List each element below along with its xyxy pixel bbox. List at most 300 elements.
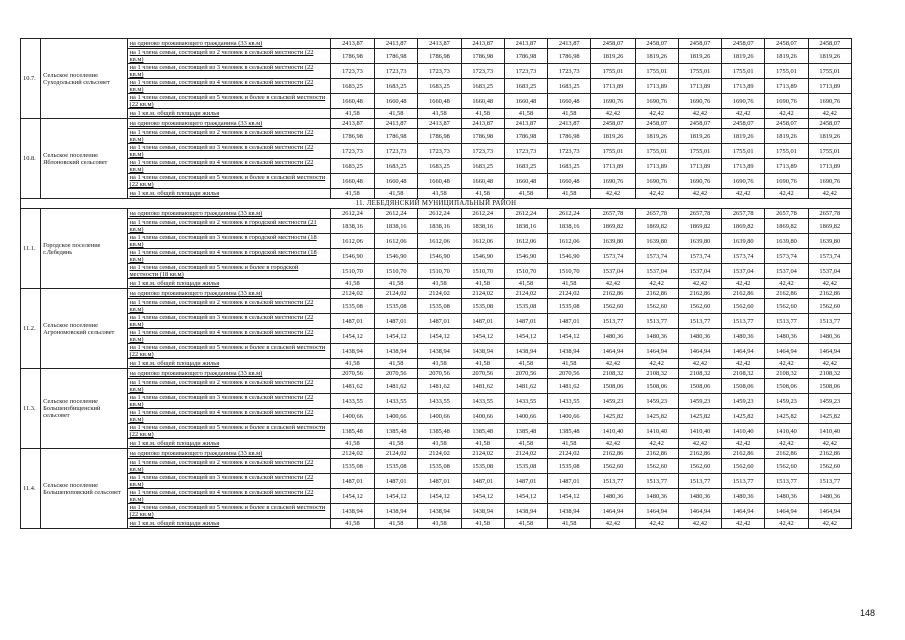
value-cell: 1510,70	[418, 264, 461, 279]
row-description: на 1 кв.м. общей площади жилья	[127, 439, 330, 449]
value-cell: 2413,87	[461, 119, 504, 129]
value-cell: 1660,48	[375, 94, 418, 109]
value-cell: 1723,73	[330, 64, 374, 79]
value-cell: 1438,94	[461, 344, 504, 359]
table-row	[21, 344, 852, 359]
value-cell: 1612,06	[548, 234, 591, 249]
value-cell: 1573,74	[808, 249, 851, 264]
value-cell: 1723,73	[461, 64, 504, 79]
value-cell: 1660,48	[461, 94, 504, 109]
value-cell: 1660,48	[330, 174, 374, 189]
value-cell: 2162,86	[635, 449, 678, 459]
value-cell: 1510,70	[375, 264, 418, 279]
table-row	[21, 249, 852, 264]
value-cell: 42,42	[765, 279, 808, 289]
value-cell: 2657,78	[765, 209, 808, 219]
table-row	[21, 394, 852, 409]
value-cell: 41,58	[548, 279, 591, 289]
value-cell: 1513,77	[678, 314, 721, 329]
value-cell: 1454,12	[461, 329, 504, 344]
value-cell: 1400,66	[548, 409, 591, 424]
value-cell: 42,42	[591, 439, 635, 449]
value-cell: 1690,76	[808, 94, 851, 109]
tariff-table	[20, 38, 852, 529]
value-cell: 41,58	[418, 439, 461, 449]
value-cell: 41,58	[330, 359, 374, 369]
section-title: 11. ЛЕБЕДЯНСКИЙ МУНИЦИПАЛЬНЫЙ РАЙОН	[21, 199, 852, 209]
value-cell: 1713,89	[635, 159, 678, 174]
value-cell: 41,58	[375, 279, 418, 289]
value-cell: 41,58	[461, 279, 504, 289]
value-cell: 1464,94	[678, 504, 721, 519]
value-cell: 1660,48	[375, 174, 418, 189]
value-cell: 1459,23	[808, 394, 851, 409]
value-cell: 1487,01	[375, 474, 418, 489]
value-cell: 1562,60	[808, 299, 851, 314]
value-cell: 1438,94	[504, 344, 547, 359]
value-cell: 2657,78	[591, 209, 635, 219]
value-cell: 2458,07	[722, 119, 765, 129]
value-cell: 1481,62	[330, 379, 374, 394]
table-row	[21, 79, 852, 94]
value-cell: 1537,04	[808, 264, 851, 279]
value-cell: 1660,48	[504, 94, 547, 109]
value-cell: 42,42	[678, 109, 721, 119]
value-cell: 41,58	[461, 109, 504, 119]
value-cell: 1683,25	[375, 79, 418, 94]
value-cell: 42,42	[678, 359, 721, 369]
value-cell: 1562,60	[765, 299, 808, 314]
value-cell: 1562,60	[765, 459, 808, 474]
value-cell: 1573,74	[678, 249, 721, 264]
value-cell: 1385,48	[375, 424, 418, 439]
value-cell: 1573,74	[591, 249, 635, 264]
value-cell: 1535,08	[504, 459, 547, 474]
value-cell: 2458,07	[678, 39, 721, 49]
value-cell: 1546,90	[375, 249, 418, 264]
value-cell: 1819,26	[722, 129, 765, 144]
value-cell: 1464,94	[635, 344, 678, 359]
value-cell: 1690,76	[765, 174, 808, 189]
value-cell: 41,58	[375, 519, 418, 529]
table-row	[21, 424, 852, 439]
value-cell: 2458,07	[808, 119, 851, 129]
value-cell: 2070,56	[330, 369, 374, 379]
row-description: на 1 члена семьи, состоящей из 4 человек в сельской местности (22 кв.м)	[127, 489, 330, 504]
value-cell: 1683,25	[330, 159, 374, 174]
value-cell: 1683,25	[330, 79, 374, 94]
value-cell: 1819,26	[722, 49, 765, 64]
row-description: на 1 кв.м. общей площади жилья	[127, 359, 330, 369]
value-cell: 1546,90	[330, 249, 374, 264]
row-description: на 1 члена семьи, состоящей из 3 человек в сельской местности (22 кв.м)	[127, 314, 330, 329]
value-cell: 1385,48	[330, 424, 374, 439]
value-cell: 2162,86	[722, 449, 765, 459]
row-description: на одиноко проживающего гражданина (33 кв.м)	[127, 119, 330, 129]
value-cell: 2124,02	[375, 449, 418, 459]
row-description: на 1 члена семьи, состоящей из 5 человек и более в городской местности (18 кв.м)	[127, 264, 330, 279]
value-cell: 1425,82	[635, 409, 678, 424]
row-index: 11.3.	[21, 369, 41, 449]
value-cell: 1535,08	[418, 299, 461, 314]
value-cell: 41,58	[548, 439, 591, 449]
value-cell: 1535,08	[548, 459, 591, 474]
value-cell: 2070,56	[375, 369, 418, 379]
value-cell: 2108,32	[722, 369, 765, 379]
table-row	[21, 519, 852, 529]
value-cell: 1713,89	[591, 159, 635, 174]
value-cell: 1535,08	[330, 459, 374, 474]
value-cell: 42,42	[678, 439, 721, 449]
value-cell: 1639,80	[591, 234, 635, 249]
value-cell: 1755,01	[591, 144, 635, 159]
value-cell: 1660,48	[418, 94, 461, 109]
value-cell: 2124,02	[504, 289, 547, 299]
value-cell: 1513,77	[635, 314, 678, 329]
value-cell: 1438,94	[548, 504, 591, 519]
value-cell: 1786,98	[548, 49, 591, 64]
value-cell: 42,42	[765, 189, 808, 199]
section-header-row	[21, 199, 852, 209]
value-cell: 2458,07	[635, 119, 678, 129]
value-cell: 1723,73	[375, 64, 418, 79]
value-cell: 2162,86	[722, 289, 765, 299]
value-cell: 1723,73	[330, 144, 374, 159]
value-cell: 1400,66	[375, 409, 418, 424]
value-cell: 2413,87	[330, 39, 374, 49]
value-cell: 2458,07	[635, 39, 678, 49]
table-row	[21, 129, 852, 144]
value-cell: 1660,48	[418, 174, 461, 189]
row-description: на 1 члена семьи, состоящей из 4 человек в сельской местности (22 кв.м)	[127, 329, 330, 344]
value-cell: 1513,77	[591, 314, 635, 329]
value-cell: 1480,36	[591, 329, 635, 344]
table-row	[21, 409, 852, 424]
value-cell: 42,42	[765, 109, 808, 119]
value-cell: 2108,32	[765, 369, 808, 379]
value-cell: 1535,08	[418, 459, 461, 474]
value-cell: 1480,36	[678, 489, 721, 504]
value-cell: 1713,89	[808, 159, 851, 174]
value-cell: 41,58	[548, 189, 591, 199]
value-cell: 1425,82	[808, 409, 851, 424]
value-cell: 1487,01	[330, 314, 374, 329]
value-cell: 1723,73	[548, 64, 591, 79]
value-cell: 41,58	[330, 279, 374, 289]
value-cell: 1400,66	[330, 409, 374, 424]
table-row	[21, 234, 852, 249]
value-cell: 41,58	[418, 519, 461, 529]
value-cell: 1513,77	[722, 314, 765, 329]
table-row	[21, 64, 852, 79]
value-cell: 41,58	[330, 189, 374, 199]
value-cell: 42,42	[808, 519, 851, 529]
value-cell: 1438,94	[504, 504, 547, 519]
value-cell: 41,58	[330, 439, 374, 449]
table-row	[21, 209, 852, 219]
value-cell: 2070,56	[461, 369, 504, 379]
value-cell: 41,58	[461, 359, 504, 369]
value-cell: 42,42	[678, 279, 721, 289]
value-cell: 1385,48	[418, 424, 461, 439]
value-cell: 2413,87	[548, 39, 591, 49]
value-cell: 1690,76	[591, 174, 635, 189]
settlement-name: Сельское поселение Агрономовский сельсовет	[41, 289, 128, 369]
value-cell: 1869,82	[591, 219, 635, 234]
row-index: 11.2.	[21, 289, 41, 369]
table-row	[21, 379, 852, 394]
value-cell: 1410,40	[808, 424, 851, 439]
table-row	[21, 119, 852, 129]
value-cell: 1508,06	[591, 379, 635, 394]
settlement-name: Сельское поселение Большепоповский сельсовет	[41, 449, 128, 529]
value-cell: 42,42	[635, 519, 678, 529]
value-cell: 1513,77	[765, 474, 808, 489]
value-cell: 1508,06	[678, 379, 721, 394]
value-cell: 1410,40	[635, 424, 678, 439]
value-cell: 1660,48	[461, 174, 504, 189]
value-cell: 2108,32	[635, 369, 678, 379]
value-cell: 1410,40	[722, 424, 765, 439]
table-body	[21, 39, 852, 529]
value-cell: 1683,25	[548, 159, 591, 174]
value-cell: 1573,74	[635, 249, 678, 264]
value-cell: 2413,87	[504, 119, 547, 129]
value-cell: 1612,06	[504, 234, 547, 249]
value-cell: 1786,98	[504, 49, 547, 64]
value-cell: 1755,01	[808, 64, 851, 79]
value-cell: 2108,32	[591, 369, 635, 379]
value-cell: 1454,12	[330, 489, 374, 504]
row-index: 11.1.	[21, 209, 41, 289]
value-cell: 2657,78	[808, 209, 851, 219]
table-row	[21, 439, 852, 449]
row-description: на одиноко проживающего гражданина (33 кв.м)	[127, 449, 330, 459]
value-cell: 1454,12	[504, 329, 547, 344]
table-row	[21, 504, 852, 519]
value-cell: 1433,55	[418, 394, 461, 409]
value-cell: 1755,01	[722, 64, 765, 79]
value-cell: 2458,07	[591, 119, 635, 129]
value-cell: 1510,70	[504, 264, 547, 279]
value-cell: 1786,98	[330, 49, 374, 64]
value-cell: 1537,04	[678, 264, 721, 279]
value-cell: 1464,94	[765, 344, 808, 359]
value-cell: 1510,70	[330, 264, 374, 279]
value-cell: 41,58	[330, 519, 374, 529]
value-cell: 1612,06	[418, 234, 461, 249]
value-cell: 41,58	[461, 189, 504, 199]
row-description: на 1 члена семьи, состоящей из 4 человек в городской местности (18 кв.м)	[127, 249, 330, 264]
value-cell: 42,42	[722, 439, 765, 449]
value-cell: 1438,94	[375, 344, 418, 359]
value-cell: 1723,73	[418, 64, 461, 79]
value-cell: 1838,16	[548, 219, 591, 234]
row-description: на 1 члена семьи, состоящей из 2 человек в сельской местности (22 кв.м)	[127, 379, 330, 394]
value-cell: 1786,98	[461, 49, 504, 64]
value-cell: 1786,98	[461, 129, 504, 144]
value-cell: 1508,06	[635, 379, 678, 394]
value-cell: 1786,98	[330, 129, 374, 144]
value-cell: 1660,48	[504, 174, 547, 189]
value-cell: 42,42	[635, 189, 678, 199]
table-row	[21, 459, 852, 474]
value-cell: 1481,62	[461, 379, 504, 394]
value-cell: 1487,01	[330, 474, 374, 489]
value-cell: 1480,36	[808, 329, 851, 344]
value-cell: 1713,89	[722, 159, 765, 174]
value-cell: 2070,56	[504, 369, 547, 379]
value-cell: 1713,89	[765, 159, 808, 174]
value-cell: 1639,80	[808, 234, 851, 249]
value-cell: 42,42	[808, 359, 851, 369]
value-cell: 2657,78	[678, 209, 721, 219]
row-description: на 1 кв.м. общей площади жилья	[127, 189, 330, 199]
value-cell: 1454,12	[548, 489, 591, 504]
value-cell: 1400,66	[418, 409, 461, 424]
table-row	[21, 189, 852, 199]
value-cell: 1459,23	[591, 394, 635, 409]
value-cell: 2413,87	[330, 119, 374, 129]
value-cell: 41,58	[375, 109, 418, 119]
value-cell: 1481,62	[504, 379, 547, 394]
row-description: на 1 члена семьи, состоящей из 2 человек в сельской местности (22 кв.м)	[127, 299, 330, 314]
value-cell: 41,58	[504, 359, 547, 369]
settlement-name: Сельское поселение Суходольский сельсовет	[41, 39, 128, 119]
value-cell: 1454,12	[418, 329, 461, 344]
value-cell: 1487,01	[548, 474, 591, 489]
value-cell: 1819,26	[635, 129, 678, 144]
row-description: на 1 кв.м. общей площади жилья	[127, 279, 330, 289]
value-cell: 1410,40	[678, 424, 721, 439]
value-cell: 1537,04	[765, 264, 808, 279]
value-cell: 42,42	[591, 359, 635, 369]
row-description: на одиноко проживающего гражданина (33 кв.м)	[127, 369, 330, 379]
value-cell: 1433,55	[461, 394, 504, 409]
value-cell: 2413,87	[461, 39, 504, 49]
value-cell: 2162,86	[678, 449, 721, 459]
value-cell: 41,58	[375, 439, 418, 449]
value-cell: 1690,76	[678, 174, 721, 189]
value-cell: 1535,08	[548, 299, 591, 314]
value-cell: 1639,80	[678, 234, 721, 249]
value-cell: 1438,94	[418, 344, 461, 359]
value-cell: 1454,12	[375, 329, 418, 344]
value-cell: 41,58	[375, 189, 418, 199]
value-cell: 1425,82	[678, 409, 721, 424]
value-cell: 1786,98	[504, 129, 547, 144]
value-cell: 41,58	[418, 359, 461, 369]
value-cell: 1786,98	[375, 49, 418, 64]
value-cell: 1869,82	[808, 219, 851, 234]
value-cell: 42,42	[678, 189, 721, 199]
value-cell: 1819,26	[678, 129, 721, 144]
table-row	[21, 474, 852, 489]
row-description: на 1 члена семьи, состоящей из 5 человек и более в сельской местности (22 кв.м)	[127, 424, 330, 439]
value-cell: 1819,26	[765, 49, 808, 64]
value-cell: 1438,94	[330, 344, 374, 359]
value-cell: 1869,82	[722, 219, 765, 234]
value-cell: 2657,78	[722, 209, 765, 219]
value-cell: 1510,70	[461, 264, 504, 279]
row-description: на 1 члена семьи, состоящей из 2 человек в городской местности (21 кв.м)	[127, 219, 330, 234]
value-cell: 2070,56	[418, 369, 461, 379]
value-cell: 41,58	[461, 439, 504, 449]
table-row	[21, 39, 852, 49]
value-cell: 1513,77	[808, 314, 851, 329]
value-cell: 1480,36	[591, 489, 635, 504]
value-cell: 1480,36	[678, 329, 721, 344]
value-cell: 1510,70	[548, 264, 591, 279]
value-cell: 1755,01	[635, 144, 678, 159]
table-row	[21, 314, 852, 329]
value-cell: 2612,24	[461, 209, 504, 219]
row-description: на одиноко проживающего гражданина (33 кв.м)	[127, 39, 330, 49]
value-cell: 1454,12	[330, 329, 374, 344]
value-cell: 2124,02	[418, 449, 461, 459]
value-cell: 1690,76	[678, 94, 721, 109]
value-cell: 41,58	[418, 189, 461, 199]
value-cell: 1723,73	[548, 144, 591, 159]
row-description: на 1 члена семьи, состоящей из 5 человек и более в сельской местности (22 кв.м)	[127, 174, 330, 189]
value-cell: 1487,01	[504, 314, 547, 329]
value-cell: 1562,60	[635, 459, 678, 474]
value-cell: 1480,36	[722, 489, 765, 504]
value-cell: 42,42	[765, 439, 808, 449]
value-cell: 42,42	[635, 279, 678, 289]
value-cell: 42,42	[722, 189, 765, 199]
value-cell: 1480,36	[722, 329, 765, 344]
value-cell: 1513,77	[808, 474, 851, 489]
value-cell: 1690,76	[765, 94, 808, 109]
value-cell: 41,58	[461, 519, 504, 529]
value-cell: 1755,01	[678, 64, 721, 79]
value-cell: 42,42	[765, 359, 808, 369]
value-cell: 1562,60	[635, 299, 678, 314]
value-cell: 2657,78	[635, 209, 678, 219]
settlement-name: Городское поселение г.Лебедянь	[41, 209, 128, 289]
value-cell: 1869,82	[765, 219, 808, 234]
value-cell: 2612,24	[330, 209, 374, 219]
value-cell: 1480,36	[635, 329, 678, 344]
value-cell: 2413,87	[504, 39, 547, 49]
value-cell: 1487,01	[548, 314, 591, 329]
value-cell: 1838,16	[504, 219, 547, 234]
value-cell: 42,42	[808, 439, 851, 449]
value-cell: 1464,94	[722, 504, 765, 519]
value-cell: 1535,08	[461, 459, 504, 474]
page-number: 148	[860, 608, 876, 618]
value-cell: 1690,76	[635, 174, 678, 189]
value-cell: 1562,60	[591, 299, 635, 314]
value-cell: 1481,62	[375, 379, 418, 394]
value-cell: 1481,62	[548, 379, 591, 394]
value-cell: 42,42	[765, 519, 808, 529]
value-cell: 1683,25	[418, 79, 461, 94]
value-cell: 1438,94	[375, 504, 418, 519]
value-cell: 1508,06	[765, 379, 808, 394]
value-cell: 2413,87	[548, 119, 591, 129]
value-cell: 1755,01	[591, 64, 635, 79]
value-cell: 1819,26	[808, 49, 851, 64]
value-cell: 1425,82	[591, 409, 635, 424]
value-cell: 1400,66	[461, 409, 504, 424]
table-row	[21, 219, 852, 234]
row-description: на 1 члена семьи, состоящей из 3 человек в городской местности (18 кв.м)	[127, 234, 330, 249]
value-cell: 41,58	[504, 439, 547, 449]
value-cell: 42,42	[591, 519, 635, 529]
value-cell: 1838,16	[375, 219, 418, 234]
